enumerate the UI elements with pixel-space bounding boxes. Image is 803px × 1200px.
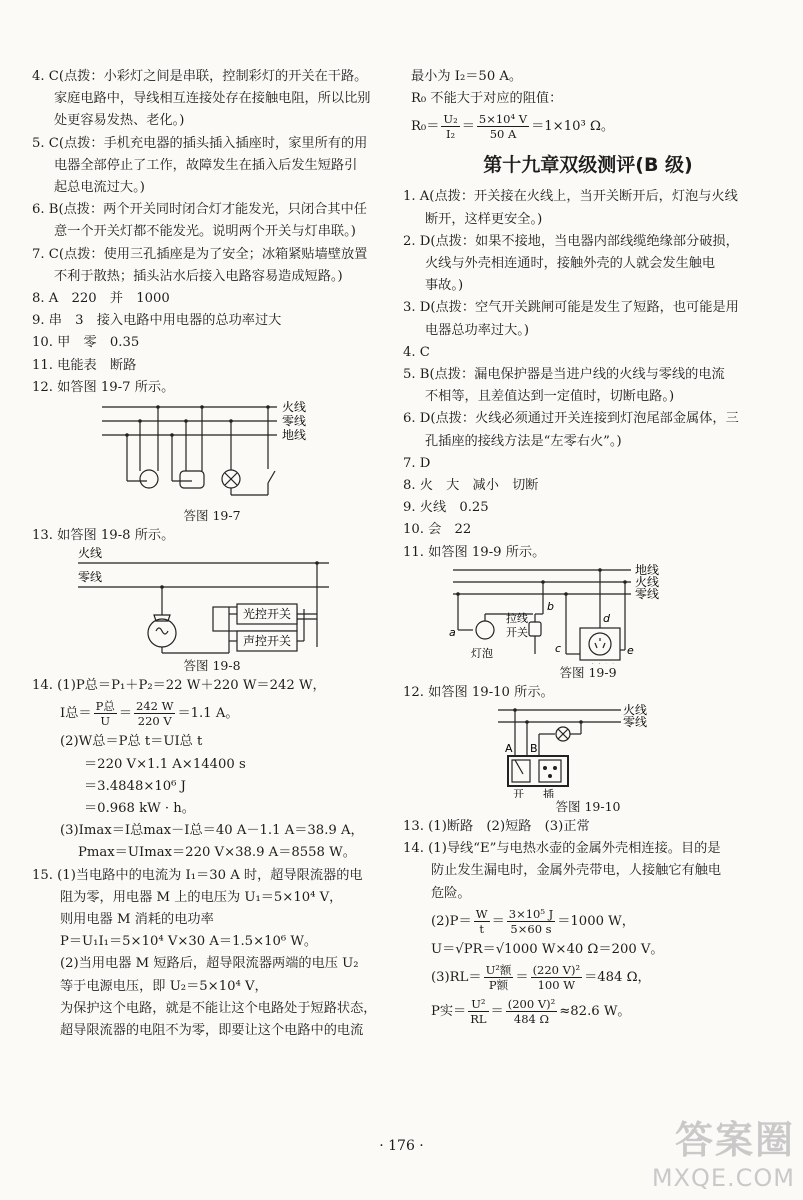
answer-15-cont: 则用电器 M 消耗的电功率: [60, 912, 214, 928]
text-fragment: ＝: [491, 913, 505, 929]
answer-b6-cont: 孔插座的接线方法是“左零右火”。): [425, 433, 622, 449]
watermark-logo: 答案圈: [674, 1118, 795, 1162]
figure-caption: 答图 19-10: [555, 799, 621, 815]
watermark-url: MXQE.COM: [651, 1164, 795, 1192]
fraction: [468, 997, 488, 1026]
text-fragment: ＝: [490, 1004, 504, 1020]
label-neutral: 零线: [78, 570, 103, 585]
answer-8: 8. A 220 并 1000: [32, 291, 170, 307]
fraction: [531, 963, 583, 992]
text-fragment: ＝: [461, 119, 475, 135]
label-neutral: 零线: [635, 586, 660, 601]
answer-b2-cont: 事故。): [425, 278, 464, 294]
numerator: U²: [468, 997, 488, 1012]
fraction: [441, 112, 459, 141]
answer-b2: 2. D(点拨：如果不接地，当电器内部线缆绝缘部分破损，: [403, 233, 739, 249]
answer-15: 15. (1)当电路中的电流为 I₁＝30 A 时，超导限流器的电: [32, 867, 363, 883]
answer-6: 6. B(点拨：两个开关同时闭合灯才能发光，只闭合其中任: [32, 202, 367, 218]
denominator: t: [479, 921, 484, 936]
text-fragment: ＝1.1 A。: [177, 706, 239, 722]
label-e: e: [627, 643, 634, 657]
text-fragment: ＝1000 W，: [557, 913, 635, 929]
label-c: c: [555, 641, 562, 655]
text-fragment: (3)RL＝: [431, 970, 482, 986]
answer-10: 10. 甲 零 0.35: [32, 335, 140, 351]
answer-4-cont: 处更容易发热、老化。): [54, 113, 185, 129]
answer-4: 4. C(点拨：小彩灯之间是串联，控制彩灯的开关在干路。: [32, 69, 368, 84]
answer-5-cont: 电器全部停止了工作，故障发生在插入后发生短路引: [54, 157, 358, 173]
answer-14-2-step: ＝3.4848×10⁶ J: [84, 778, 186, 794]
circuit-diagram-19-10: [403, 704, 773, 798]
label-neutral: 零线: [282, 414, 307, 429]
answer-14-3: (3)Imax＝I总max－I总＝40 A－1.1 A＝38.9 A，: [60, 823, 364, 839]
answer-b14-cont: 防止发生漏电时，金属外壳带电，人接触它有触电: [431, 863, 722, 879]
denominator: 220 V: [137, 714, 172, 729]
text-fragment: ＝: [515, 970, 529, 986]
label-pull-switch: 开关: [506, 625, 528, 639]
answer-b14-2-voltage: U＝√PR＝√1000 W×40 Ω＝200 V。: [431, 941, 664, 957]
label-earth: 地线: [635, 563, 660, 577]
answer-11: 11. 电能表 断路: [32, 357, 137, 373]
watermark: [652, 1109, 795, 1192]
answer-14-1: 14. (1)P总＝P₁＋P₂＝22 W＋220 W＝242 W，: [32, 678, 326, 694]
answer-15-resistance: [403, 110, 773, 144]
answer-b14-3-actual-power: [403, 995, 773, 1029]
label-pull-switch: 拉线: [506, 611, 528, 625]
circuit-diagram-19-9: [403, 564, 773, 664]
answer-b8: 8. 火 大 减小 切断: [403, 478, 539, 494]
answer-b1: 1. A(点拨：开关接在火线上，当开关断开后，灯泡与火线: [403, 189, 738, 205]
label-live: 火线: [282, 400, 307, 415]
text-fragment: ＝484 Ω，: [584, 970, 651, 986]
answer-15-cont: 等于电源电压，即 U₂＝5×10⁴ V，: [60, 978, 268, 994]
text-fragment: (2)P＝: [431, 913, 472, 929]
denominator: U: [100, 714, 111, 729]
numerator: U²额: [485, 963, 512, 978]
answer-b5-cont: 不相等，且差值达到一定值时，切断电路。): [425, 389, 675, 405]
denominator: I₂: [445, 127, 456, 142]
figure-caption: 答图 19-7: [183, 508, 241, 524]
answer-b9: 9. 火线 0.25: [403, 500, 489, 516]
right-column: [403, 66, 773, 1029]
numerator: W: [475, 906, 488, 921]
figure-caption: 答图 19-9: [559, 664, 617, 680]
text-fragment: I总＝: [60, 706, 92, 722]
answer-13: 13. 如答图 19-8 所示。: [32, 528, 175, 544]
figure-19-10: [403, 704, 773, 816]
answer-5-cont: 起总电流过大。): [54, 180, 145, 196]
page-number: · 176 ·: [379, 1138, 424, 1154]
label-earth: 地线: [282, 428, 307, 443]
answer-b7: 7. D: [403, 455, 431, 471]
numerator: 242 W: [136, 699, 174, 714]
answer-14-1-current: [32, 697, 392, 731]
denominator: 100 W: [537, 978, 576, 993]
text-fragment: ＝1×10³ Ω。: [531, 119, 615, 135]
answer-5: 5. C(点拨：手机充电器的插头插入插座时，家里所有的用: [32, 135, 368, 151]
label-neutral: 零线: [623, 715, 648, 730]
answer-6-cont: 意一个开关灯都不能发光。说明两个开关与灯串联。): [54, 224, 356, 240]
left-column: [32, 66, 392, 1042]
denominator: 5×60 s: [510, 921, 552, 936]
label-bulb: 灯泡: [471, 646, 493, 660]
text-fragment: P实＝: [431, 1004, 467, 1020]
answer-b5: 5. B(点拨：漏电保护器是当进户线的火线与零线的电流: [403, 367, 725, 383]
answer-15-cont: 超导限流器的电阻不为零，即要让这个电路中的电流: [60, 1023, 364, 1039]
answer-15-cont: 为保护这个电路，就是不能让这个电路处于短路状态，: [60, 1000, 377, 1016]
text-fragment: ≈82.6 W。: [559, 1004, 631, 1020]
fraction: [506, 997, 558, 1026]
answer-b14-2-power: [403, 905, 773, 939]
figure-19-9: [403, 564, 773, 682]
label-live: 火线: [623, 704, 648, 718]
answer-b14: 14. (1)导线“E”与电热水壶的金属外壳相连接。目的是: [403, 841, 721, 857]
text-fragment: ＝: [118, 706, 133, 722]
answer-14-2-step: ＝220 V×1.1 A×14400 s: [84, 756, 246, 772]
answer-14-2: (2)W总＝P总 t＝UI总 t: [60, 734, 203, 750]
answer-b1-cont: 断开，这样更安全。): [425, 211, 543, 227]
answer-b2-cont: 火线与外壳相连通时，接触外壳的人就会发生触电: [425, 256, 716, 272]
answer-9: 9. 串 3 接入电路中用电器的总功率过大: [32, 313, 282, 329]
denominator: 50 A: [489, 127, 517, 142]
label-live: 火线: [635, 574, 660, 589]
answer-b3: 3. D(点拨：空气开关跳闸可能是发生了短路，也可能是用: [403, 300, 739, 316]
fraction: [94, 699, 117, 728]
numerator: P总: [95, 699, 115, 714]
label-b: b: [547, 599, 554, 613]
answer-4-cont: 家庭电路中，导线相互连接处存在接触电阻，所以比别: [54, 91, 371, 107]
label-d: d: [603, 611, 610, 625]
label-socket: 插: [543, 788, 554, 799]
text-fragment: R₀＝: [411, 119, 440, 135]
label-sound-switch: 声控开关: [242, 634, 292, 649]
answer-15-cont: (2)当用电器 M 短路后，超导限流器两端的电压 U₂: [60, 956, 359, 972]
answer-15-min-current: 最小为 I₂＝50 A。: [411, 69, 523, 84]
numerator: 5×10⁴ V: [478, 112, 528, 127]
answer-b10: 10. 会 22: [403, 522, 472, 538]
figure-19-7: [32, 399, 392, 525]
label-live: 火线: [78, 547, 103, 561]
label-B: B: [530, 742, 538, 756]
numerator: (200 V)²: [507, 997, 556, 1012]
denominator: P额: [488, 978, 509, 993]
answer-15-cont: P＝U₁I₁＝5×10⁴ V×30 A＝1.5×10⁶ W。: [60, 934, 318, 950]
denominator: 484 Ω: [513, 1012, 550, 1027]
answer-b11: 11. 如答图 19-9 所示。: [403, 544, 546, 560]
answer-12: 12. 如答图 19-7 所示。: [32, 379, 175, 395]
answer-b13: 13. (1)断路 (2)短路 (3)正常: [403, 819, 590, 835]
answer-7-cont: 不利于散热；插头沾水后接入电路容易造成短路。): [54, 268, 343, 284]
answer-15-cont: 阻为零，用电器 M 上的电压为 U₁＝5×10⁴ V，: [60, 889, 343, 905]
label-light-switch: 光控开关: [242, 607, 292, 622]
numerator: U₂: [443, 112, 458, 127]
fraction: [484, 963, 514, 992]
fraction: [474, 907, 490, 936]
fraction: [507, 907, 555, 936]
answer-b6: 6. D(点拨：火线必须通过开关连接到灯泡尾部金属体，三: [403, 411, 739, 427]
numerator: 3×10⁵ J: [508, 906, 554, 921]
figure-19-8: [32, 547, 392, 675]
figure-caption: 答图 19-8: [183, 658, 241, 674]
answer-b14-3-resistance: [403, 961, 773, 995]
label-a: a: [449, 625, 456, 639]
answer-14-2-step: ＝0.968 kW · h。: [84, 801, 195, 817]
answer-14-3-power: Pmax＝UImax＝220 V×38.9 A＝8558 W。: [78, 845, 356, 861]
fraction: [477, 112, 529, 141]
denominator: RL: [470, 1012, 487, 1027]
numerator: (220 V)²: [532, 963, 581, 978]
answer-b3-cont: 电器总功率过大。): [425, 322, 530, 338]
answer-b12: 12. 如答图 19-10 所示。: [403, 684, 554, 700]
answer-b4: 4. C: [403, 344, 430, 360]
answer-7: 7. C(点拨：使用三孔插座是为了安全；冰箱紧贴墙壁放置: [32, 246, 368, 262]
label-switch: 开: [513, 788, 524, 799]
answer-b14-cont: 危险。: [431, 885, 471, 901]
section-title: 第十九章双级测评(B 级): [483, 154, 693, 177]
label-A: A: [505, 742, 513, 756]
fraction: [134, 699, 175, 728]
answer-15-resistance-note: R₀ 不能大于对应的阻值：: [411, 91, 563, 107]
circuit-diagram-19-7: [32, 399, 392, 507]
circuit-diagram-19-8: [32, 547, 392, 657]
